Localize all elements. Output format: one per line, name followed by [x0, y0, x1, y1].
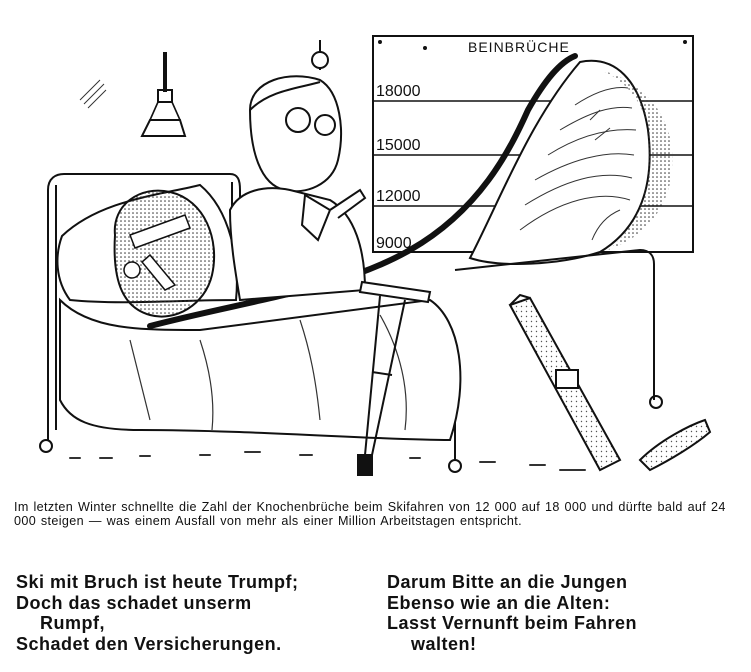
chart-title: BEINBRÜCHE	[468, 39, 570, 55]
wall-sketch-lines	[80, 80, 106, 108]
verse-left	[16, 572, 376, 654]
verse-line: walten!	[411, 633, 477, 654]
doctor-figure	[230, 40, 365, 300]
verse-line: Rumpf,	[40, 613, 105, 633]
verse-line: Lasst Vernunft beim Fahren	[387, 613, 638, 633]
floor-lines	[70, 452, 585, 470]
verse-line: Ski mit Bruch ist heute Trumpf;	[16, 572, 299, 592]
patient-figure	[115, 191, 215, 317]
ceiling-lamp-icon	[142, 52, 185, 136]
chart-tick-label: 15000	[376, 137, 421, 154]
verse-line: Schadet den Versicherungen.	[16, 633, 282, 654]
verse-right	[387, 572, 727, 654]
verse-line: Darum Bitte an die Jungen	[387, 572, 628, 592]
verse-line: Ebenso wie an die Alten:	[387, 592, 611, 613]
broken-ski-icon	[510, 295, 710, 470]
caption-text: Im letzten Winter schnellte die Zahl der Knochenbrüche beim Skifahren von 12 000 auf 18 000 und dürfte bald auf 24 000 steigen — was einem Ausfall von mehr als einer Million Arbeitstagen entspricht.	[14, 500, 726, 528]
chart-tick-label: 12000	[376, 188, 421, 205]
chart-tick-label: 9000	[376, 235, 412, 252]
chart-tick-label: 18000	[376, 83, 421, 100]
verse-line: Doch das schadet unserm	[16, 592, 252, 613]
